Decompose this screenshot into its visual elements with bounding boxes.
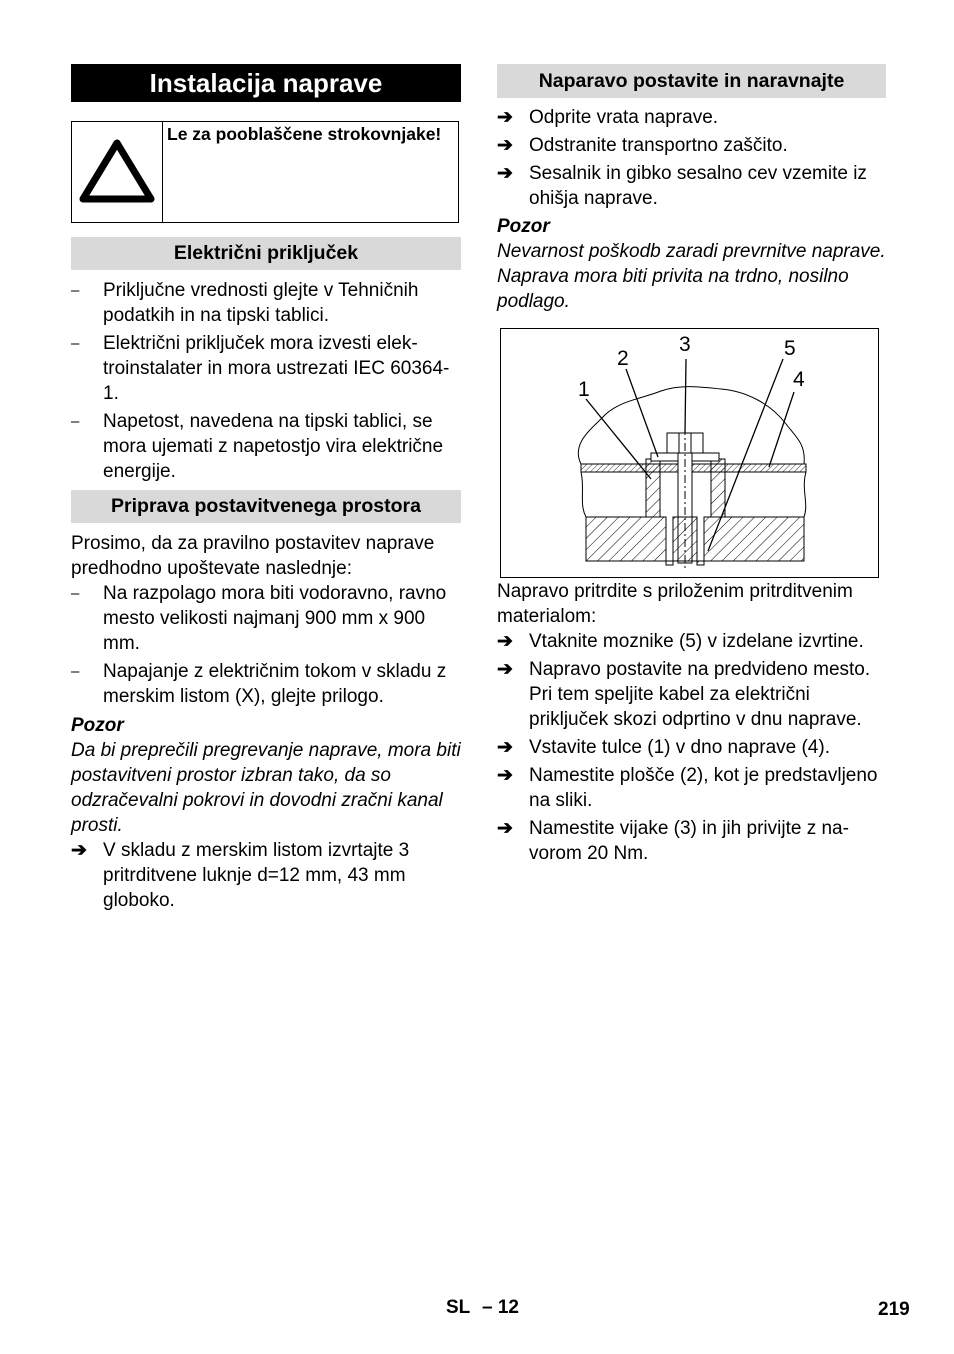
electric-list <box>71 278 461 484</box>
mounting-drawing <box>501 329 878 577</box>
section-page-label: – 12 <box>482 1297 519 1318</box>
caution-label: Pozor <box>497 216 550 237</box>
caution-text: Nevarnost poškodb zaradi prevrnitve naprave. Naprava mora biti privita na trdno, nosilno podlago. <box>497 241 886 312</box>
warning-text: Le za pooblaščene strokovnjake! <box>167 124 442 144</box>
prep-steps <box>71 838 461 913</box>
warning-icon-cell <box>72 122 163 222</box>
electric-heading: Električni priključek <box>71 237 461 270</box>
install-heading: Naparavo postavite in naravnajte <box>497 64 886 98</box>
list-item: ➔ Sesalnik in gibko sesalno cev vzemite iz ohišja naprave. <box>497 163 867 209</box>
warning-triangle-icon <box>77 137 157 207</box>
callout-4: 4 <box>793 368 805 391</box>
callout-1: 1 <box>578 378 590 401</box>
callout-3: 3 <box>679 333 691 356</box>
list-item: ➔ Vtaknite moznike (5) v izdelane izvrtine. <box>497 631 864 652</box>
mounting-diagram <box>500 328 879 578</box>
language-code: SL <box>446 1297 471 1318</box>
list-item: ➔ Namestite vijake (3) in jih privijte z navorom 20 Nm. <box>497 818 849 864</box>
list-item: – Električni priključek mora izvesti elektroinstalater in mora ustrezati IEC 60364-1. <box>71 333 450 404</box>
list-item: ➔ V skladu z merskim listom izvrtajte 3 pritrditvene luknje d=12 mm, 43 mm globoko. <box>71 840 410 911</box>
fixing-intro: Napravo pritrdite s priloženim pritrditvenim materialom: <box>497 581 853 627</box>
install-steps <box>497 105 886 211</box>
caution-label: Pozor <box>71 715 124 736</box>
list-item: – Priključne vrednosti glejte v Tehničnih podatkih in na tipski tablici. <box>71 280 419 326</box>
list-item: – Napetost, navedena na tipski tablici, se mora ujemati z napetostjo vira električne energije. <box>71 411 444 482</box>
list-item: ➔ Odstranite transportno zaščito. <box>497 135 788 156</box>
list-item: ➔ Vstavite tulce (1) v dno naprave (4). <box>497 737 830 758</box>
callout-5: 5 <box>784 337 796 360</box>
prep-heading: Priprava postavitvenega prostora <box>71 490 461 523</box>
warning-box <box>71 121 459 223</box>
list-item: ➔ Napravo postavite na predvideno mesto. Pri tem speljite kabel za električni priključek skozi odprtino v dnu naprave. <box>497 659 871 730</box>
section-title: Instalacija naprave <box>71 64 461 102</box>
list-item: ➔ Namestite plošče (2), kot je predstavljeno na sliki. <box>497 765 878 811</box>
fixing-steps <box>497 629 886 866</box>
caution-text: Da bi preprečili pregrevanje naprave, mora biti postavitveni prostor izbran tako, da so odzračevalni pokrovi in dovodni zračni kanal prosti. <box>71 740 461 836</box>
list-item: – Napajanje z električnim tokom v skladu z merskim listom (X), glejte prilogo. <box>71 661 447 707</box>
list-item: – Na razpolago mora biti vodoravno, ravno mesto velikosti najmanj 900 mm x 900 mm. <box>71 583 447 654</box>
prep-list <box>71 581 461 709</box>
callout-2: 2 <box>617 347 629 370</box>
page-number: 219 <box>878 1299 910 1320</box>
prep-intro: Prosimo, da za pravilno postavitev naprave predhodno upoštevate naslednje: <box>71 533 435 579</box>
left-column <box>71 64 461 916</box>
right-column <box>497 64 886 869</box>
list-item: ➔ Odprite vrata naprave. <box>497 107 719 128</box>
